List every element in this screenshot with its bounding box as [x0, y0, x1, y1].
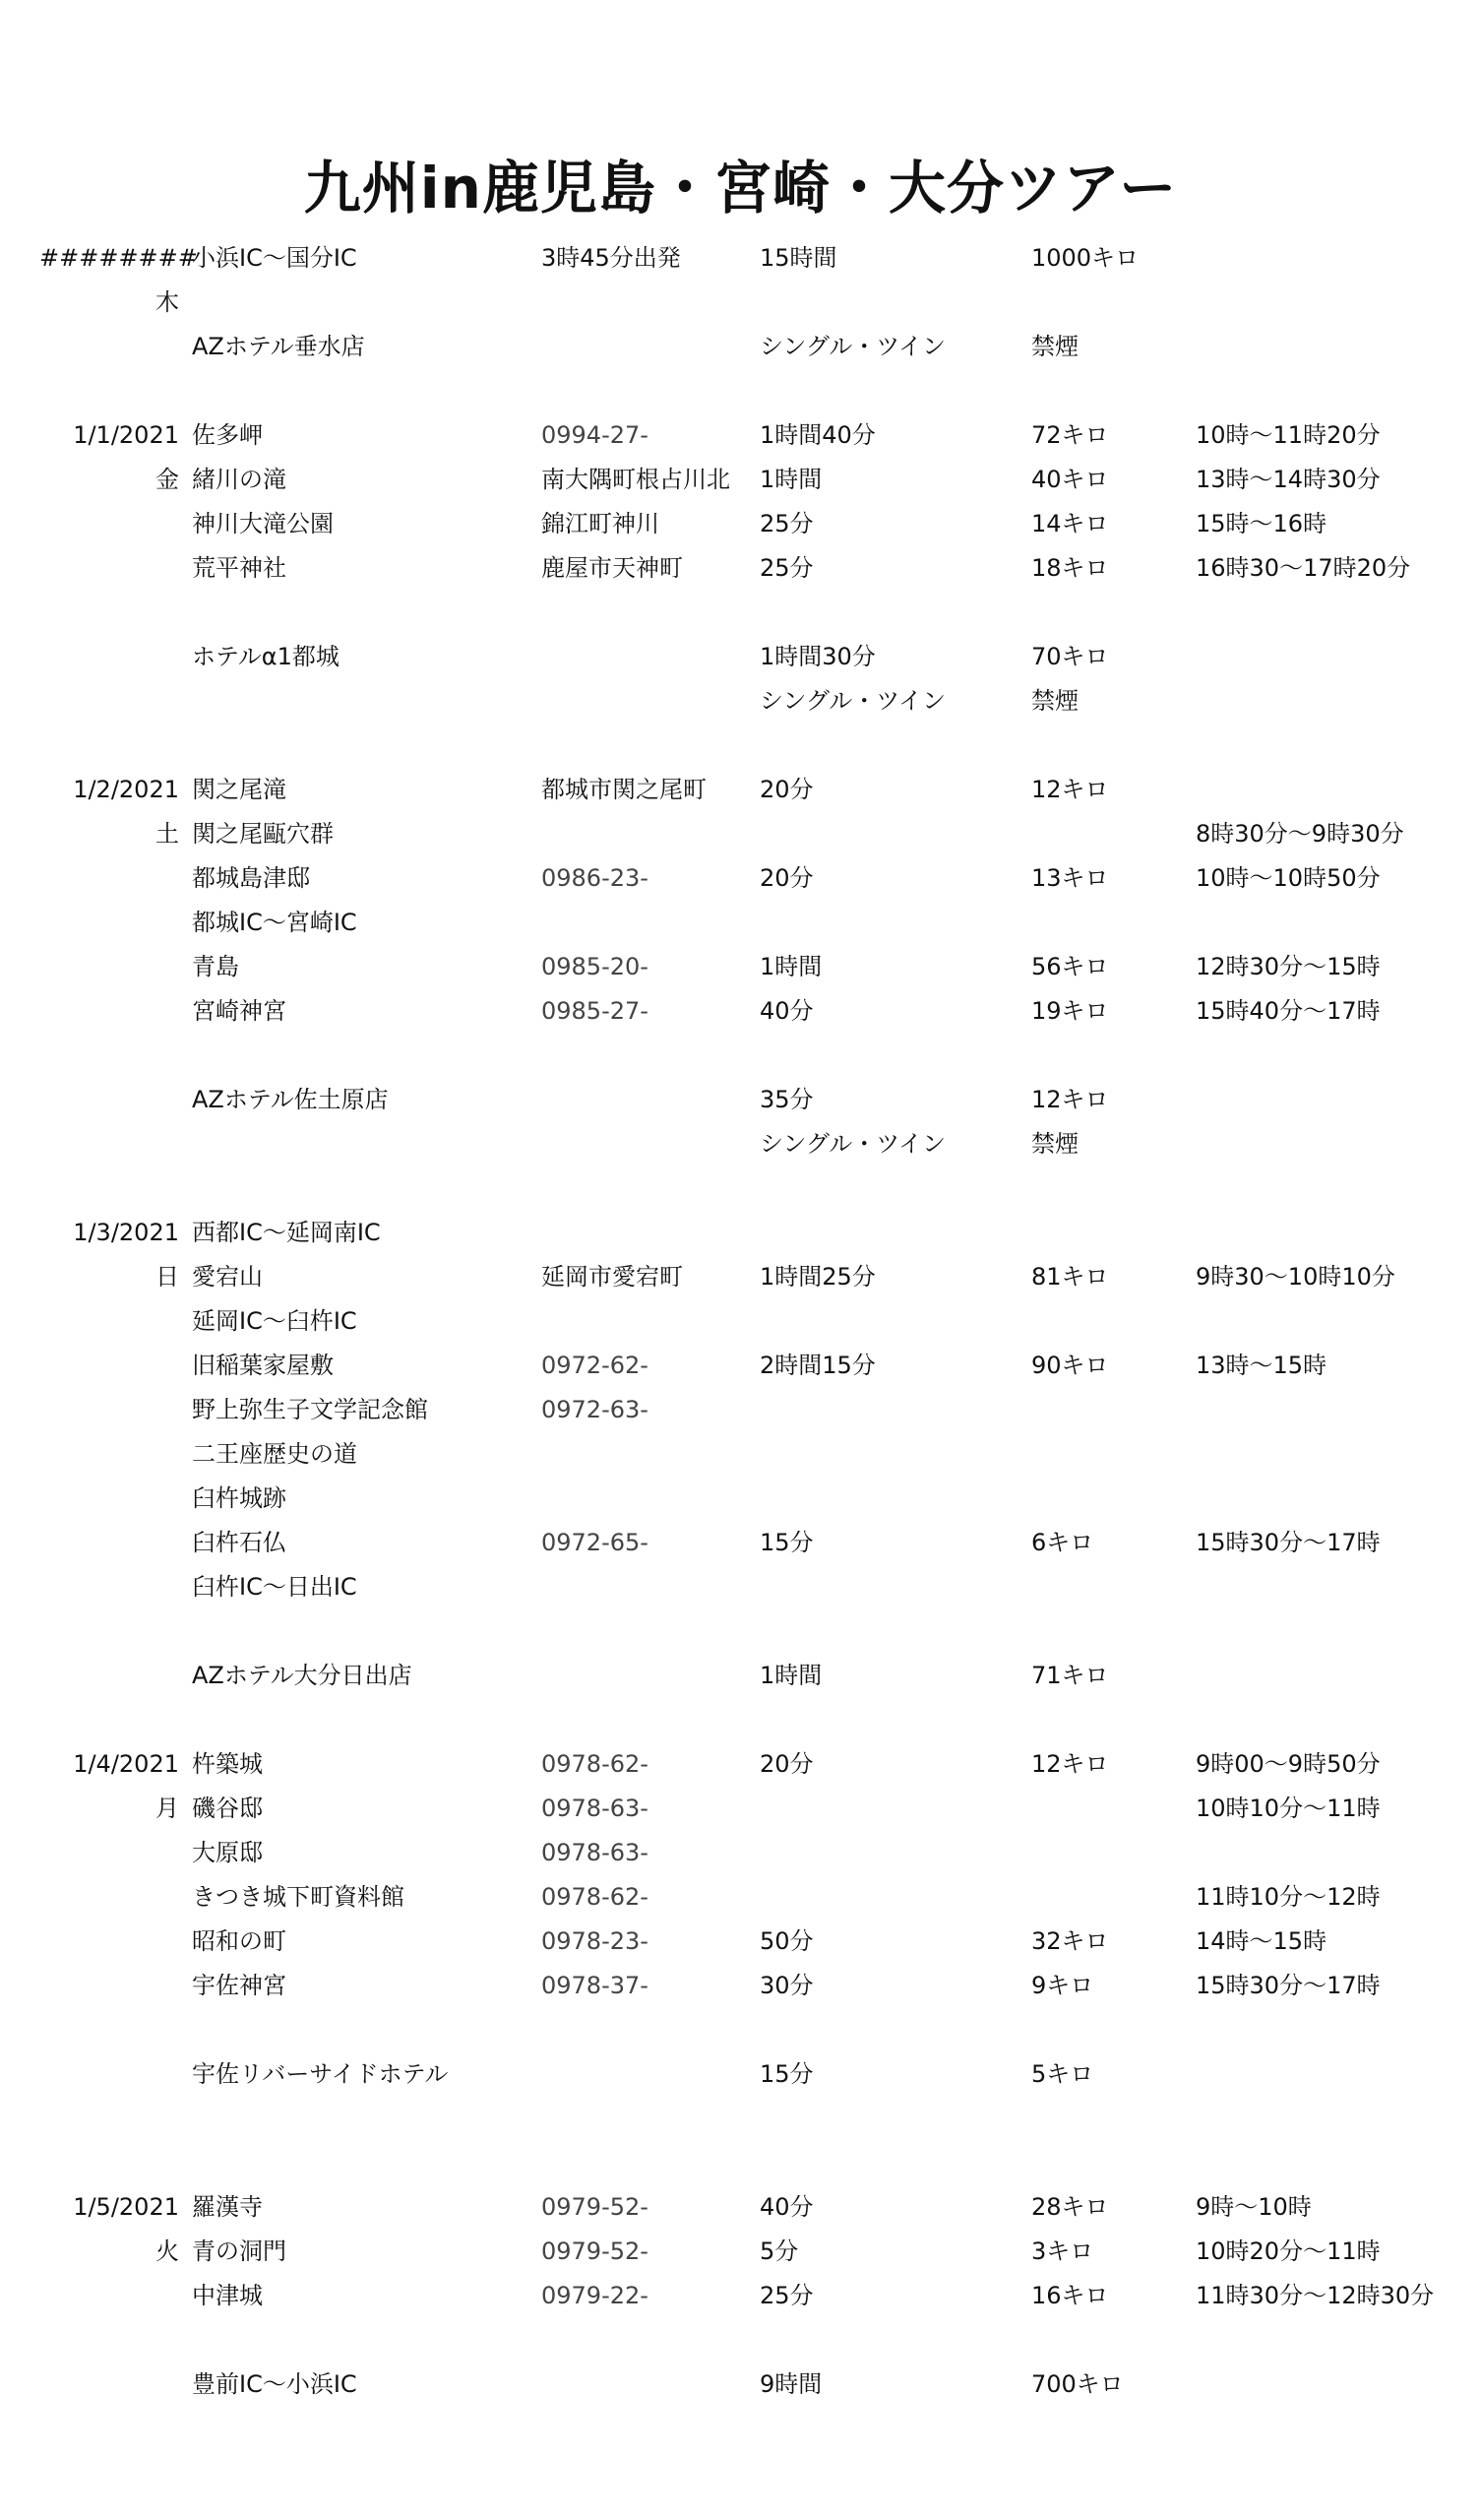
itinerary-row [0, 989, 1481, 1034]
row-date: ######## [39, 244, 198, 272]
row-contact: 0979-52- [541, 2237, 648, 2265]
row-distance: 12キロ [1031, 776, 1109, 803]
row-duration: 1時間 [760, 1662, 823, 1689]
row-place: ホテルα1都城 [192, 643, 339, 670]
itinerary-row [0, 1698, 1481, 1742]
row-date: 火 [155, 2237, 179, 2265]
row-contact: 0979-52- [541, 2193, 648, 2221]
row-place: 青島 [192, 953, 239, 980]
row-duration: 1時間30分 [760, 643, 876, 670]
row-place: 宇佐神宮 [192, 1972, 286, 1999]
row-place: 荒平神社 [192, 554, 286, 582]
row-distance: 90キロ [1031, 1352, 1109, 1379]
itinerary-row [0, 546, 1481, 591]
row-place: 関之尾滝 [192, 776, 286, 803]
row-time: 15時30分～17時 [1196, 1529, 1381, 1556]
row-place: 臼杵城跡 [192, 1484, 286, 1512]
row-distance: 71キロ [1031, 1662, 1109, 1689]
row-place: 大原邸 [192, 1839, 263, 1866]
row-place: 都城IC～宮崎IC [192, 909, 357, 936]
itinerary-row [0, 2274, 1481, 2318]
row-contact: 0978-37- [541, 1972, 648, 1999]
row-duration: 2時間15分 [760, 1352, 876, 1379]
row-place: 青の洞門 [192, 2237, 286, 2265]
row-duration: 25分 [760, 2282, 814, 2309]
row-time: 11時10分～12時 [1196, 1883, 1381, 1911]
row-place: 愛宕山 [192, 1263, 263, 1291]
row-place: 磯谷邸 [192, 1795, 263, 1822]
row-contact: 0978-23- [541, 1927, 648, 1955]
row-duration: 15分 [760, 2060, 814, 2088]
itinerary-row [0, 1875, 1481, 1920]
row-duration: 25分 [760, 510, 814, 537]
row-place: 中津城 [192, 2282, 263, 2309]
row-place: 臼杵IC～日出IC [192, 1573, 357, 1601]
row-duration: 5分 [760, 2237, 799, 2265]
row-distance: 28キロ [1031, 2193, 1109, 2221]
row-distance: 56キロ [1031, 953, 1109, 980]
row-time: 10時～11時20分 [1196, 421, 1381, 449]
row-contact: 0972-65- [541, 1529, 648, 1556]
itinerary-row [0, 2185, 1481, 2230]
row-contact: 延岡市愛宕町 [541, 1263, 683, 1291]
row-contact: 0979-22- [541, 2282, 648, 2309]
itinerary-row [0, 2052, 1481, 2097]
row-distance: 12キロ [1031, 1750, 1109, 1778]
row-contact: 0978-63- [541, 1795, 648, 1822]
itinerary-row [0, 1609, 1481, 1654]
itinerary-row [0, 591, 1481, 635]
itinerary-row [0, 1831, 1481, 1875]
row-place: 佐多岬 [192, 421, 263, 449]
itinerary-row [0, 635, 1481, 679]
itinerary-row [0, 1920, 1481, 1964]
itinerary-row [0, 2318, 1481, 2362]
row-duration: 1時間40分 [760, 421, 876, 449]
row-contact: 0972-63- [541, 1396, 648, 1423]
itinerary-row [0, 1078, 1481, 1122]
row-time: 10時10分～11時 [1196, 1795, 1381, 1822]
row-distance: 18キロ [1031, 554, 1109, 582]
row-time: 13時～15時 [1196, 1352, 1327, 1379]
row-place: AZホテル垂水店 [192, 333, 365, 360]
itinerary-row [0, 1166, 1481, 1211]
row-contact: 0972-62- [541, 1352, 648, 1379]
row-place: 臼杵石仏 [192, 1529, 286, 1556]
itinerary-row [0, 1521, 1481, 1565]
row-place: 羅漢寺 [192, 2193, 263, 2221]
row-distance: 禁煙 [1031, 687, 1079, 715]
row-duration: 9時間 [760, 2370, 823, 2398]
row-duration: 15時間 [760, 244, 837, 272]
row-duration: 30分 [760, 1972, 814, 1999]
row-date: 1/5/2021 [73, 2193, 179, 2221]
row-date: 1/4/2021 [73, 1750, 179, 1778]
row-duration: シングル・ツイン [760, 1130, 946, 1158]
row-place: 二王座歴史の道 [192, 1440, 357, 1468]
itinerary-row [0, 236, 1481, 281]
itinerary-row [0, 1432, 1481, 1477]
itinerary-row [0, 2362, 1481, 2407]
itinerary-row [0, 281, 1481, 325]
row-contact: 0978-63- [541, 1839, 648, 1866]
row-place: 宮崎神宮 [192, 997, 286, 1025]
itinerary-row [0, 1565, 1481, 1609]
itinerary-row [0, 2230, 1481, 2274]
itinerary-row [0, 369, 1481, 413]
row-date: 月 [155, 1795, 179, 1822]
page-title: 九州in鹿児島・宮崎・大分ツアー [303, 155, 1178, 221]
row-time: 15時～16時 [1196, 510, 1327, 537]
row-distance: 70キロ [1031, 643, 1109, 670]
itinerary-table [0, 236, 1481, 2407]
row-date: 木 [155, 288, 179, 316]
row-contact: 都城市関之尾町 [541, 776, 707, 803]
itinerary-row [0, 856, 1481, 901]
row-time: 12時30分～15時 [1196, 953, 1381, 980]
row-distance: 32キロ [1031, 1927, 1109, 1955]
itinerary-row [0, 2008, 1481, 2052]
row-place: AZホテル佐土原店 [192, 1086, 389, 1113]
row-duration: 35分 [760, 1086, 814, 1113]
row-time: 13時～14時30分 [1196, 466, 1381, 493]
row-duration: 40分 [760, 2193, 814, 2221]
row-time: 10時～10時50分 [1196, 864, 1381, 892]
itinerary-row [0, 1787, 1481, 1831]
row-time: 15時40分～17時 [1196, 997, 1381, 1025]
row-contact: 0978-62- [541, 1750, 648, 1778]
row-duration: 1時間 [760, 953, 823, 980]
row-date: 1/3/2021 [73, 1219, 179, 1246]
itinerary-row [0, 2097, 1481, 2141]
itinerary-row [0, 1211, 1481, 1255]
row-date: 1/1/2021 [73, 421, 179, 449]
row-contact: 0986-23- [541, 864, 648, 892]
row-duration: 20分 [760, 776, 814, 803]
row-distance: 禁煙 [1031, 1130, 1079, 1158]
row-contact: 鹿屋市天神町 [541, 554, 683, 582]
row-duration: 1時間25分 [760, 1263, 876, 1291]
itinerary-row [0, 1964, 1481, 2008]
row-distance: 72キロ [1031, 421, 1109, 449]
row-distance: 700キロ [1031, 2370, 1124, 2398]
row-place: 西都IC～延岡南IC [192, 1219, 381, 1246]
row-duration: 20分 [760, 1750, 814, 1778]
row-place: 豊前IC～小浜IC [192, 2370, 357, 2398]
row-time: 16時30～17時20分 [1196, 554, 1411, 582]
itinerary-row [0, 1477, 1481, 1521]
row-duration: 25分 [760, 554, 814, 582]
row-contact: 錦江町神川 [541, 510, 659, 537]
itinerary-row [0, 1654, 1481, 1698]
itinerary-row [0, 1122, 1481, 1166]
row-distance: 13キロ [1031, 864, 1109, 892]
row-distance: 6キロ [1031, 1529, 1094, 1556]
itinerary-row [0, 1255, 1481, 1299]
itinerary-row [0, 2141, 1481, 2185]
row-place: 昭和の町 [192, 1927, 286, 1955]
row-place: 旧稲葉家屋敷 [192, 1352, 334, 1379]
itinerary-row [0, 945, 1481, 989]
row-duration: 15分 [760, 1529, 814, 1556]
row-duration: シングル・ツイン [760, 333, 946, 360]
row-distance: 禁煙 [1031, 333, 1079, 360]
row-place: 杵築城 [192, 1750, 263, 1778]
row-distance: 12キロ [1031, 1086, 1109, 1113]
row-time: 8時30分～9時30分 [1196, 820, 1404, 848]
row-distance: 40キロ [1031, 466, 1109, 493]
row-contact: 3時45分出発 [541, 244, 681, 272]
itinerary-row [0, 1344, 1481, 1388]
itinerary-row [0, 901, 1481, 945]
row-duration: シングル・ツイン [760, 687, 946, 715]
row-contact: 0978-62- [541, 1883, 648, 1911]
row-distance: 19キロ [1031, 997, 1109, 1025]
itinerary-row [0, 724, 1481, 768]
row-duration: 50分 [760, 1927, 814, 1955]
row-contact: 0985-20- [541, 953, 648, 980]
row-place: 神川大滝公園 [192, 510, 334, 537]
row-distance: 3キロ [1031, 2237, 1094, 2265]
itinerary-row [0, 325, 1481, 369]
row-contact: 南大隅町根占川北 [541, 466, 730, 493]
row-contact: 0994-27- [541, 421, 648, 449]
row-place: きつき城下町資料館 [192, 1883, 404, 1911]
itinerary-row [0, 679, 1481, 724]
row-distance: 5キロ [1031, 2060, 1094, 2088]
row-distance: 1000キロ [1031, 244, 1140, 272]
itinerary-row [0, 768, 1481, 812]
row-date: 土 [155, 820, 179, 848]
row-place: AZホテル大分日出店 [192, 1662, 412, 1689]
row-time: 9時～10時 [1196, 2193, 1312, 2221]
itinerary-row [0, 1742, 1481, 1787]
row-time: 11時30分～12時30分 [1196, 2282, 1435, 2309]
row-distance: 81キロ [1031, 1263, 1109, 1291]
row-place: 緒川の滝 [192, 466, 286, 493]
row-place: 関之尾甌穴群 [192, 820, 334, 848]
row-time: 15時30分～17時 [1196, 1972, 1381, 1999]
row-date: 1/2/2021 [73, 776, 179, 803]
itinerary-row [0, 458, 1481, 502]
itinerary-row [0, 413, 1481, 458]
row-place: 野上弥生子文学記念館 [192, 1396, 428, 1423]
row-duration: 20分 [760, 864, 814, 892]
row-contact: 0985-27- [541, 997, 648, 1025]
itinerary-row [0, 1388, 1481, 1432]
row-duration: 40分 [760, 997, 814, 1025]
itinerary-row [0, 502, 1481, 546]
row-date: 金 [155, 466, 179, 493]
row-duration: 1時間 [760, 466, 823, 493]
itinerary-row [0, 1299, 1481, 1344]
row-date: 日 [155, 1263, 179, 1291]
row-time: 9時30～10時10分 [1196, 1263, 1395, 1291]
row-place: 都城島津邸 [192, 864, 310, 892]
row-distance: 9キロ [1031, 1972, 1094, 1999]
row-time: 10時20分～11時 [1196, 2237, 1381, 2265]
row-time: 9時00～9時50分 [1196, 1750, 1381, 1778]
itinerary-row [0, 1034, 1481, 1078]
row-distance: 16キロ [1031, 2282, 1109, 2309]
row-place: 延岡IC～臼杵IC [192, 1307, 357, 1335]
row-place: 小浜IC～国分IC [192, 244, 357, 272]
row-time: 14時～15時 [1196, 1927, 1327, 1955]
itinerary-row [0, 812, 1481, 856]
row-place: 宇佐リバーサイドホテル [192, 2060, 449, 2088]
row-distance: 14キロ [1031, 510, 1109, 537]
